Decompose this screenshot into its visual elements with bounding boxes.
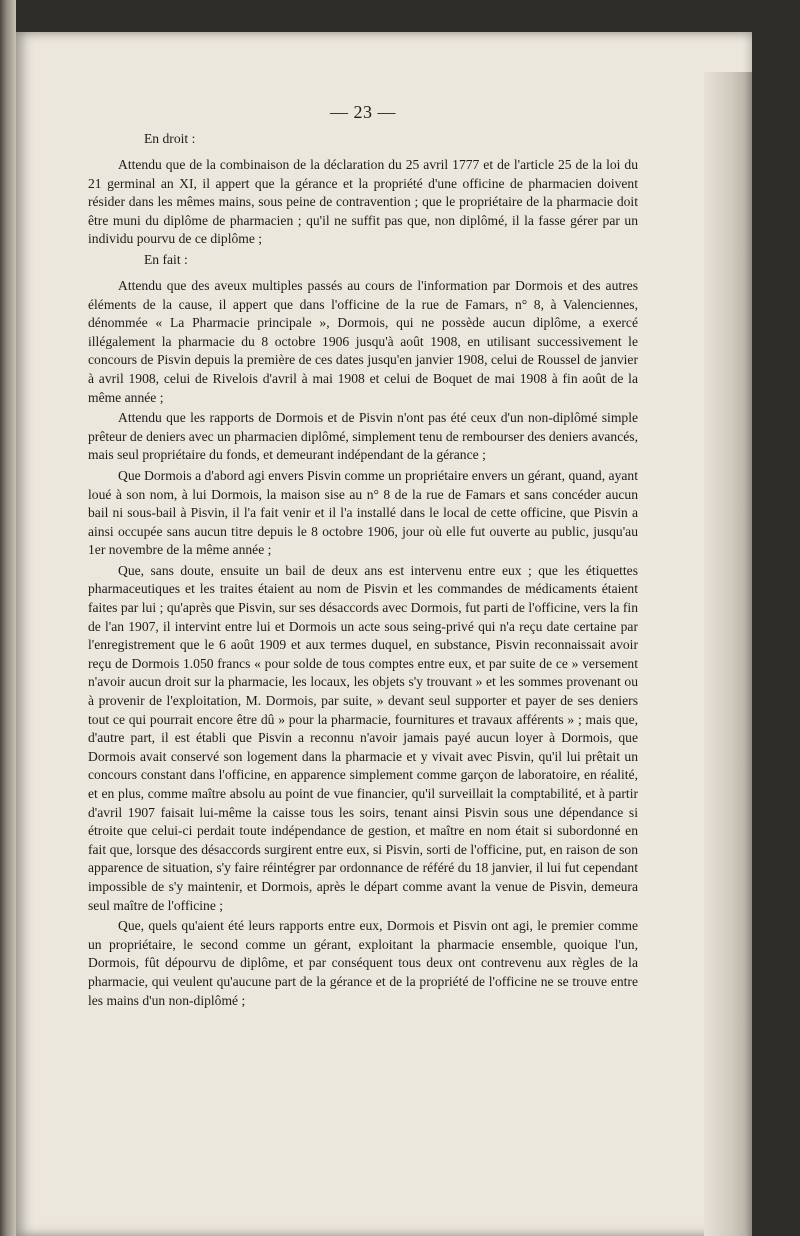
paragraph-fait-2: Attendu que les rapports de Dormois et de Pisvin n'ont pas été ceux d'un non-diplômé simple prêteur de deniers avec un pharmacien diplômé, simplement tenu de rembourser des deniers avancés, mais seul propriétaire du fonds, et demeurant indépendant de la gérance ; xyxy=(88,410,638,463)
paragraph-fait-4: Que, sans doute, ensuite un bail de deux ans est intervenu entre eux ; que les étiquettes pharmaceutiques et les traites étaient au nom de Pisvin et les commandes de médicaments étaient faites par lui ; qu'après que Pisvin, sur ses désaccords avec Dormois, fut parti de l'officine, vers la fin de l'an 1907, il intervint entre lui et Dormois un acte sous seing-privé qui n'a reçu date certaine par l'enregistrement que le 6 août 1909 et aux termes duquel, en substance, Pisvin reconnaissait avoir reçu de Dormois 1.050 francs « pour solde de tous comptes entre eux, et par suite de ce » versement n'avoir aucun droit sur la pharmacie, les locaux, les objets s'y trouvant » et les sommes provenant ou à provenir de l'exploitation, M. Dormois, par suite, » devant seul supporter et payer de ses deniers tout ce qui pourrait encore être dû » pour la pharmacie, fournitures et travaux afférents » ; mais que, d'autre part, il est établi que Pisvin a reconnu n'avoir jamais payé aucun loyer à Dormois, que Dormois avait conservé son logement dans la pharmacie et y vivait avec Pisvin, qu'il lui prêtait un concours constant dans l'officine, en apparence simplement comme garçon de laboratoire, en réalité, et en plus, comme maître absolu au point de vue financier, qu'il surveillait la comptabilité, et à partir d'avril 1907 faisait lui-même la caisse tous les soirs, tenant ainsi Pisvin sous une dépendance si étroite que celui-ci perdait toute indépendance de gestion, et maître en nom était si subordonné en fait que, lorsque des désaccords surgirent entre eux, si Pisvin, sorti de l'officine, put, en raison de son apparence de situation, s'y faire réintégrer par ordonnance de référé du 18 janvier, il lui fut cependant impossible de s'y maintenir, et Dormois, après le départ comme avant la venue de Pisvin, demeura seul maître de l'officine ; xyxy=(88,562,638,913)
paragraph-fait-3: Que Dormois a d'abord agi envers Pisvin comme un propriétaire envers un gérant, quand, ayant loué à son nom, à lui Dormois, la maison sise au n° 8 de la rue de Famars et sans concéder aucun bail ni sous-bail à Pisvin, il l'a fait venir et il l'a installé dans le local de cette officine, que Pisvin a ainsi occupée sans aucun titre depuis le 8 octobre 1906, jour où elle fut ouverte au public, jusqu'au 1er novembre de la même année ; xyxy=(88,467,638,558)
page-text xyxy=(88,100,638,1010)
left-page-edge xyxy=(0,0,16,1236)
page-stack-edge xyxy=(704,72,752,1236)
page-number: — 23 — xyxy=(330,102,396,122)
heading-en-droit: En droit : xyxy=(144,131,196,146)
paragraph-fait-5: Que, quels qu'aient été leurs rapports entre eux, Dormois et Pisvin ont agi, le premier comme un propriétaire, le second comme un gérant, exploitant la pharmacie ensemble, quoique l'un, Dormois, fût dépourvu de diplôme, et par conséquent tous deux ont contrevenu aux règles de la pharmacie, qui veulent qu'aucune part de la gérance et de la propriété de l'officine ne se trouve entre les mains d'un non-diplômé ; xyxy=(88,918,638,1008)
paragraph-droit: Attendu que de la combinaison de la déclaration du 25 avril 1777 et de l'article 25 de la loi du 21 germinal an XI, il appert que la gérance et la propriété d'une officine de pharmacien doivent résider dans les mêmes mains, sous peine de contravention ; que le propriétaire de la pharmacie doit être muni du diplôme de pharmacien ; qu'il ne suffit pas que, non diplômé, il la fasse gérer par un individu pourvu de ce diplôme ; xyxy=(88,157,638,247)
paragraph-fait-1: Attendu que des aveux multiples passés au cours de l'information par Dormois et des autres éléments de la cause, il appert que dans l'officine de la rue de Famars, n° 8, à Valenciennes, dénommée « La Pharmacie principale », Dormois, qui ne possède aucun diplôme, a exercé illégalement la pharmacie du 8 octobre 1906 jusqu'à août 1908, en utilisant successivement le concours de Pisvin depuis la première de ces dates jusqu'en janvier 1908, celui de Roussel de janvier à avril 1908, celui de Rivelois d'avril à mai 1908 et celui de Boquet de mai 1908 à fin août de la même année ; xyxy=(88,277,638,405)
heading-en-fait: En fait : xyxy=(144,251,188,267)
